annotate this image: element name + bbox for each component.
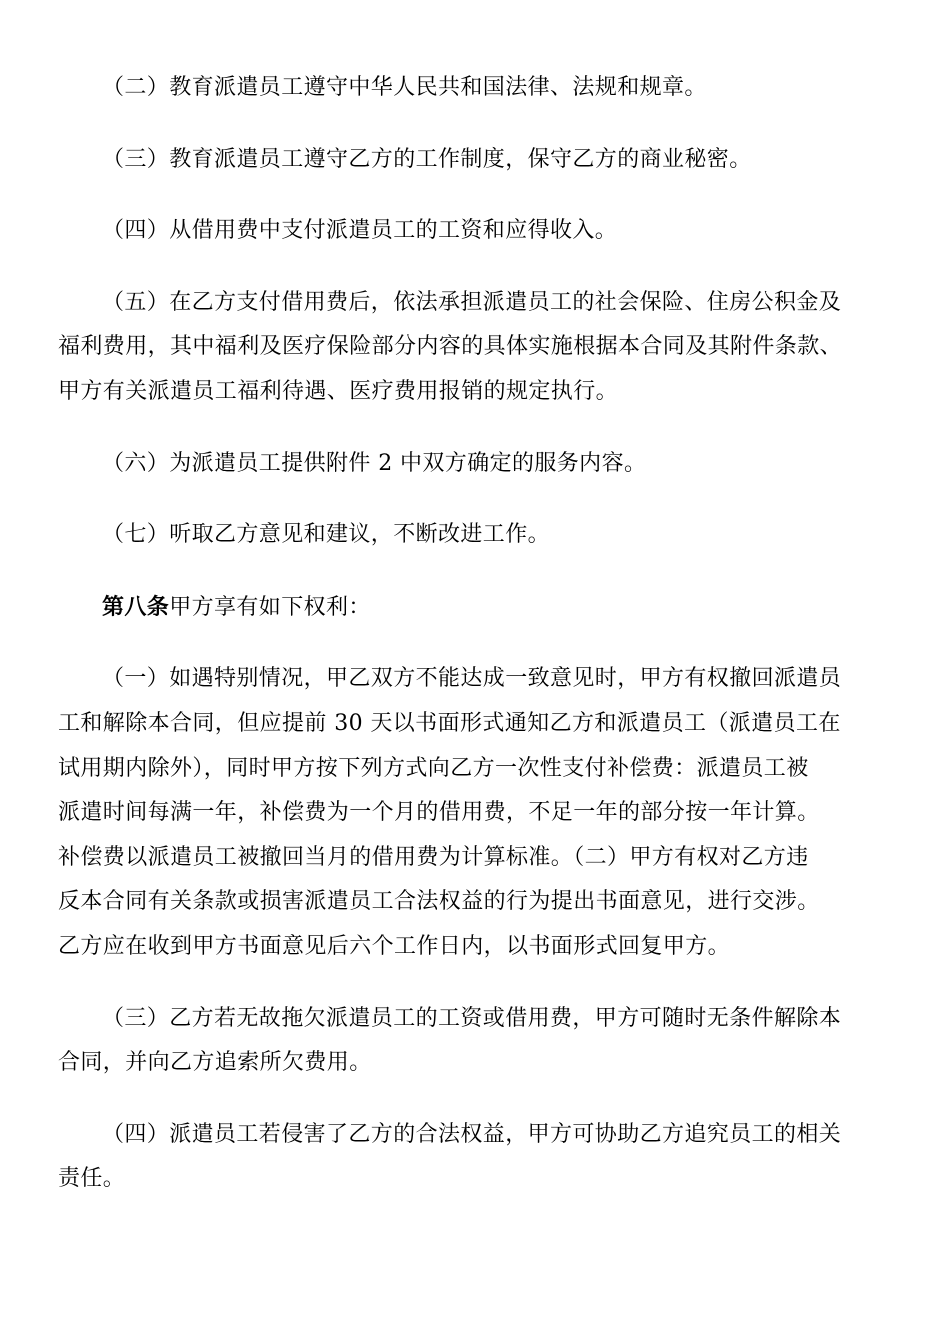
article-8-heading (58, 585, 890, 631)
paragraph-line: 工和解除本合同，但应提前 30 天以书面形式通知乙方和派遣员工（派遣员工在 (58, 710, 841, 736)
paragraph-item-3 (58, 138, 890, 183)
paragraph-line: （四）派遣员工若侵害了乙方的合法权益，甲方可协助乙方追究员工的相关 (102, 1121, 842, 1147)
paragraph-line: （一）如遇特别情况，甲乙双方不能达成一致意见时，甲方有权撤回派遣员 (102, 666, 842, 692)
paragraph-item-6 (58, 442, 890, 487)
paragraph-line: 乙方应在收到甲方书面意见后六个工作日内，以书面形式回复甲方。 (58, 933, 731, 959)
article-number: 第八条 (102, 593, 170, 620)
paragraph-item-2 (58, 66, 890, 111)
paragraph-line: 反本合同有关条款或损害派遣员工合法权益的行为提出书面意见，进行交涉。 (58, 889, 820, 915)
paragraph-item-8-4 (58, 1113, 890, 1202)
paragraph-line: 责任。 (58, 1166, 126, 1192)
paragraph-item-7 (58, 513, 890, 558)
paragraph-line: 合同，并向乙方追索所欠费用。 (58, 1050, 372, 1076)
paragraph-item-8-3 (58, 997, 890, 1086)
document-page (58, 66, 890, 1229)
article-title-text: 甲方享有如下权利： (169, 594, 371, 620)
paragraph-line: （七）听取乙方意见和建议，不断改进工作。 (102, 522, 551, 548)
paragraph-item-5 (58, 281, 890, 415)
paragraph-line: 派遣时间每满一年，补偿费为一个月的借用费，不足一年的部分按一年计算。 (58, 800, 820, 826)
paragraph-line: （六）为派遣员工提供附件 2 中双方确定的服务内容。 (102, 450, 647, 476)
paragraph-line: （三）乙方若无故拖欠派遣员工的工资或借用费，甲方可随时无条件解除本 (102, 1005, 842, 1031)
paragraph-line: 甲方有关派遣员工福利待遇、医疗费用报销的规定执行。 (58, 378, 619, 404)
paragraph-line: （二）教育派遣员工遵守中华人民共和国法律、法规和规章。 (102, 75, 707, 100)
paragraph-line: （五）在乙方支付借用费后，依法承担派遣员工的社会保险、住房公积金及 (102, 289, 842, 315)
paragraph-line (58, 585, 890, 631)
paragraph-line: 试用期内除外），同时甲方按下列方式向乙方一次性支付补偿费：派遣员工被 (58, 755, 809, 781)
paragraph-item-4 (58, 209, 890, 254)
paragraph-line: （四）从借用费中支付派遣员工的工资和应得收入。 (102, 218, 618, 244)
paragraph-item-8-1 (58, 657, 890, 969)
paragraph-line: （三）教育派遣员工遵守乙方的工作制度，保守乙方的商业秘密。 (102, 146, 752, 172)
paragraph-line: 补偿费以派遣员工被撤回当月的借用费为计算标准。（二）甲方有权对乙方违 (58, 844, 809, 870)
paragraph-line: 福利费用，其中福利及医疗保险部分内容的具体实施根据本合同及其附件条款、 (58, 334, 843, 360)
